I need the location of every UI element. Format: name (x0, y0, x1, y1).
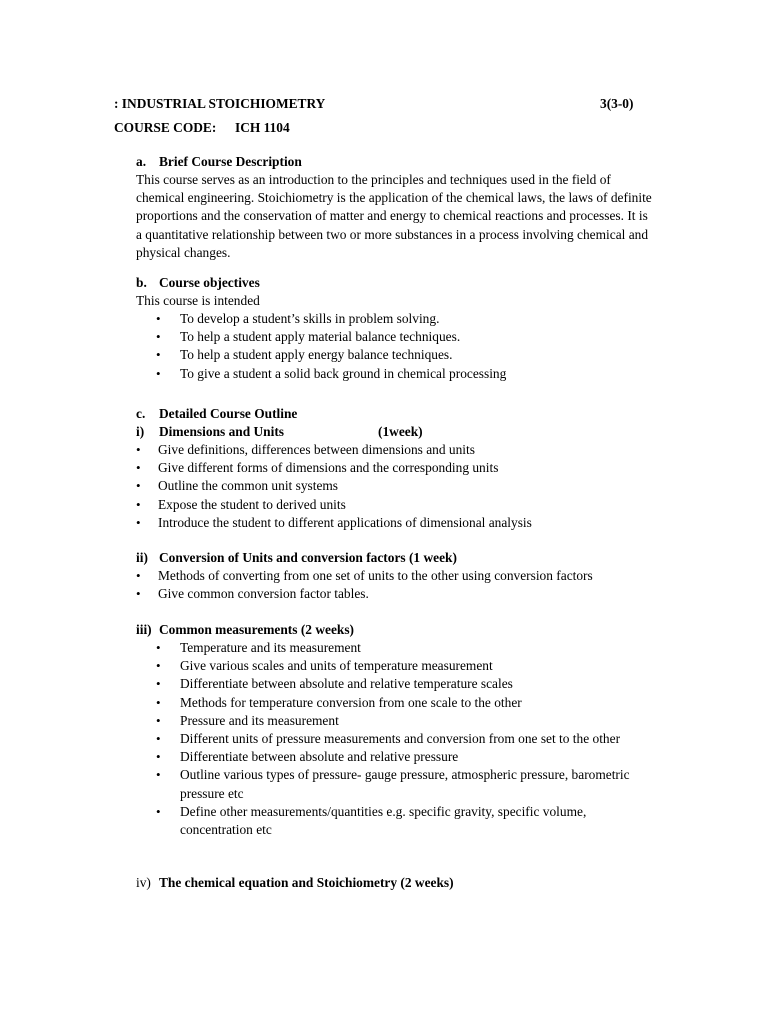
section-a-title: Brief Course Description (159, 154, 302, 169)
bullet-icon: • (156, 731, 161, 747)
objectives-list (136, 310, 656, 383)
list-item: • Outline the common unit systems (136, 477, 698, 495)
list-item: • To develop a student’s skills in problem solving. (136, 310, 656, 328)
unit-4-marker: iv) (136, 875, 151, 890)
bullet-icon: • (136, 460, 141, 476)
list-item: • To give a student a solid back ground in chemical processing (136, 365, 656, 383)
section-b-intro: This course is intended (136, 293, 260, 308)
bullet-icon: • (136, 496, 141, 512)
bullet-icon: • (156, 329, 161, 345)
bullet-icon: • (136, 568, 141, 583)
bullet-icon: • (156, 749, 161, 765)
unit-1-list (136, 441, 698, 532)
list-item: • Give various scales and units of temperature measurement (136, 657, 656, 675)
unit-3-marker: iii) (136, 622, 152, 637)
course-credits: 3(3-0) (600, 96, 634, 111)
list-item: • Give definitions, differences between dimensions and units (136, 441, 698, 459)
list-item: • Give different forms of dimensions and the corresponding units (136, 459, 698, 477)
bullet-icon: • (156, 712, 161, 728)
list-item: • Differentiate between absolute and relative temperature scales (136, 675, 656, 693)
bullet-icon: • (156, 767, 161, 783)
unit-1-title: Dimensions and Units (159, 424, 285, 439)
unit-2-list (136, 567, 698, 603)
section-c-title: Detailed Course Outline (159, 406, 298, 421)
section-a-marker: a. (136, 154, 147, 169)
unit-2-title: Conversion of Units and conversion factors (1 week) (159, 550, 457, 565)
list-item: • Temperature and its measurement (136, 639, 656, 657)
list-item: • Introduce the student to different applications of dimensional analysis (136, 514, 698, 532)
list-item: • Methods of converting from one set of units to the other using conversion factors (136, 567, 698, 585)
unit-1-marker: i) (136, 424, 145, 439)
unit-3-list (136, 639, 656, 839)
list-item: • Methods for temperature conversion from one scale to the other (136, 694, 656, 712)
bullet-icon: • (156, 311, 161, 326)
course-title: : INDUSTRIAL STOICHIOMETRY (114, 96, 326, 111)
list-item: • Expose the student to derived units (136, 496, 698, 514)
bullet-icon: • (156, 365, 161, 381)
list-item: • Differentiate between absolute and relative pressure (136, 748, 656, 766)
list-item: • Give common conversion factor tables. (136, 585, 698, 603)
bullet-icon: • (156, 658, 161, 674)
bullet-icon: • (156, 803, 161, 819)
unit-2-marker: ii) (136, 550, 148, 565)
list-item: • To help a student apply material balance techniques. (136, 328, 656, 346)
bullet-icon: • (156, 640, 161, 655)
course-code-label: COURSE CODE: (114, 120, 217, 135)
bullet-icon: • (136, 442, 141, 457)
course-code-value: ICH 1104 (235, 120, 290, 135)
list-item: • Outline various types of pressure- gauge pressure, atmospheric pressure, barometric pressure etc (156, 767, 630, 801)
bullet-icon: • (136, 478, 141, 494)
bullet-icon: • (136, 586, 141, 602)
bullet-icon: • (156, 676, 161, 692)
list-item: • Pressure and its measurement (136, 712, 656, 730)
section-a-body: This course serves as an introduction to the principles and techniques used in the field of chemical engineering. Stoichiometry is the application of the chemical laws, the laws of definite proportions and the conservation of matter and energy to chemical reactions and processes. It is a quantitative relationship between two or more substances in a process involving chemical and physical changes. (136, 172, 652, 260)
bullet-icon: • (156, 347, 161, 363)
section-c-marker: c. (136, 406, 146, 421)
unit-4-title: The chemical equation and Stoichiometry (2 weeks) (159, 875, 454, 890)
list-item: • Different units of pressure measurements and conversion from one set to the other (136, 730, 656, 748)
section-b-title: Course objectives (159, 275, 260, 290)
list-item: • To help a student apply energy balance techniques. (136, 346, 656, 364)
list-item: • Define other measurements/quantities e.g. specific gravity, specific volume, concentration etc (156, 803, 587, 838)
section-b-marker: b. (136, 275, 147, 290)
unit-1-duration: (1week) (378, 424, 423, 439)
bullet-icon: • (136, 514, 141, 530)
unit-3-title: Common measurements (2 weeks) (159, 622, 355, 637)
bullet-icon: • (156, 694, 161, 710)
